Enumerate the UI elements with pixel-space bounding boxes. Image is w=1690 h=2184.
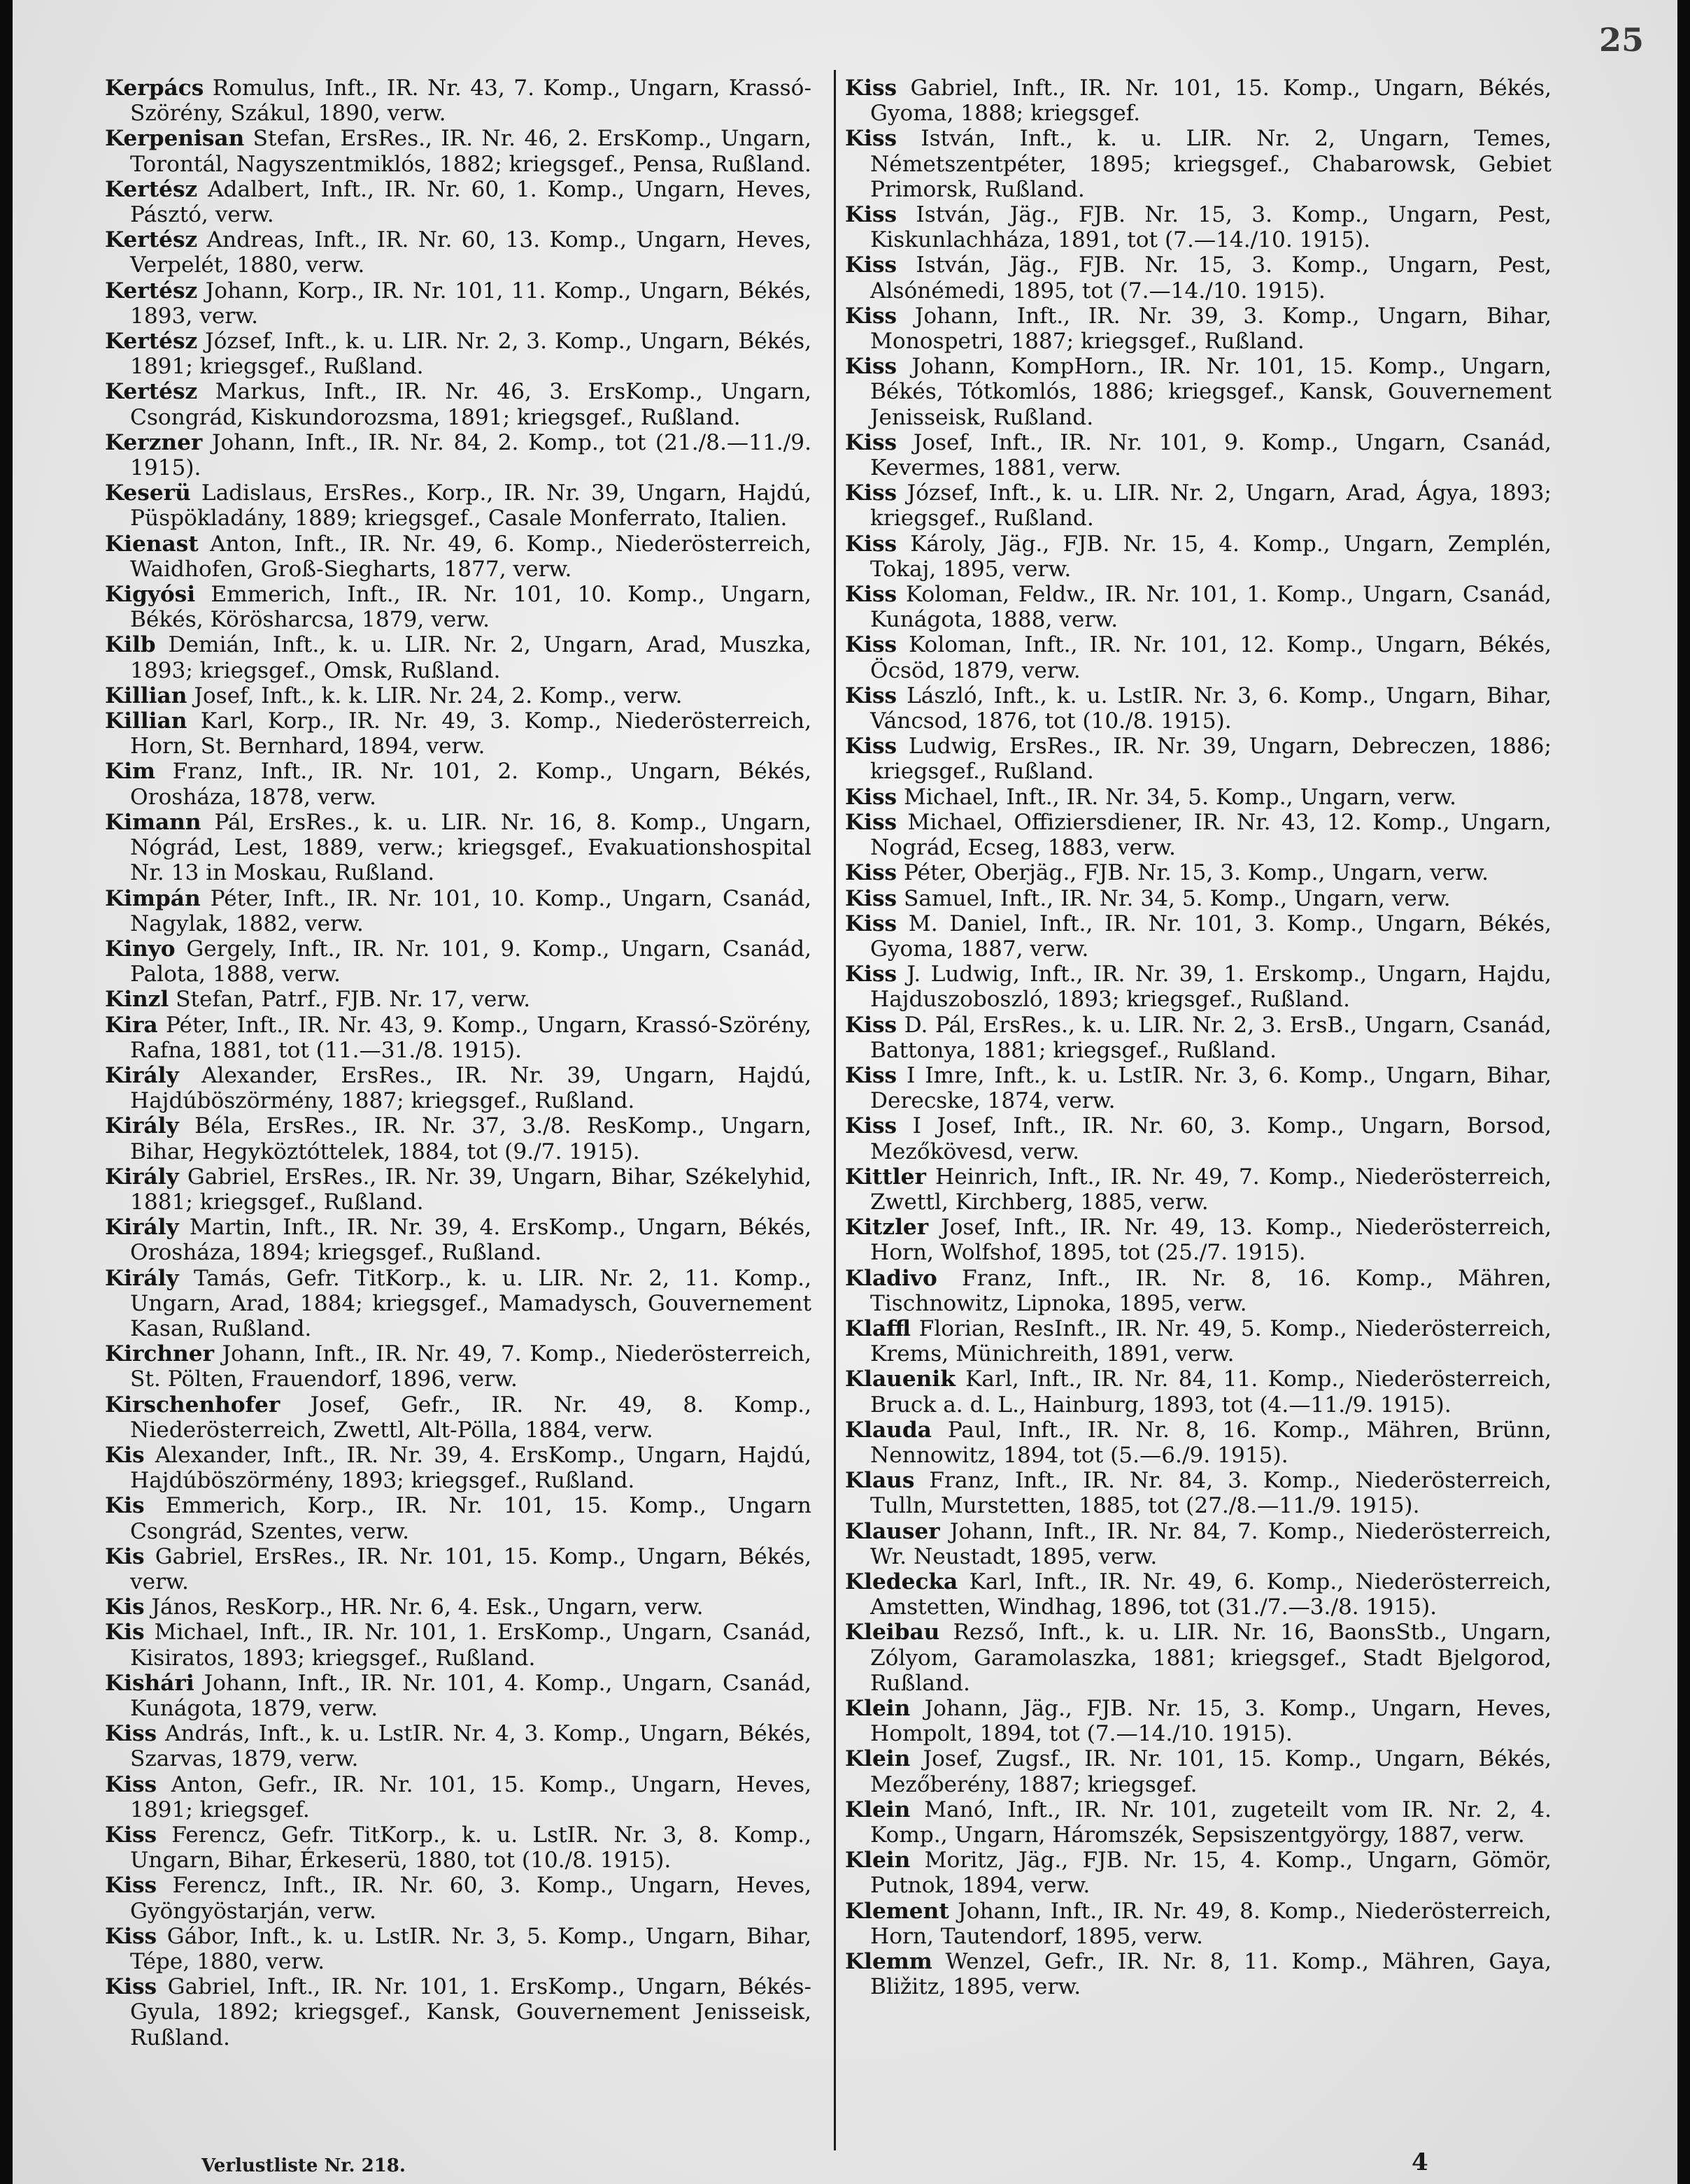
entry-details: Johann, Inft., IR. Nr. 49, 7. Komp., Niederösterreich, St. Pölten, Frauendorf, 1896, verw.: [130, 1341, 811, 1392]
entry-surname: Kiss: [845, 531, 897, 557]
list-entry: [845, 911, 1551, 962]
entry-details: Josef, Gefr., IR. Nr. 49, 8. Komp., Niederösterreich, Zwettl, Alt-Pölla, 1884, verw.: [130, 1392, 811, 1443]
list-entry: [105, 379, 811, 429]
entry-surname: Kiss: [845, 480, 897, 506]
entry-surname: Kilb: [105, 632, 156, 658]
entry-surname: Király: [105, 1113, 179, 1139]
list-entry: [845, 1366, 1551, 1417]
entry-surname: Kiss: [845, 354, 897, 380]
list-entry: [845, 1013, 1551, 1063]
list-entry: [845, 1746, 1551, 1797]
entry-surname: Kira: [105, 1012, 158, 1038]
list-entry: [105, 1772, 811, 1822]
entry-surname: Kiss: [845, 734, 897, 759]
entry-surname: Király: [105, 1164, 179, 1190]
list-entry: [845, 1266, 1551, 1316]
list-entry: [845, 76, 1551, 126]
entry-details: Ferencz, Inft., IR. Nr. 60, 3. Komp., Ungarn, Heves, Gyöngyöstarján, verw.: [130, 1873, 811, 1924]
list-entry: [845, 252, 1551, 303]
list-entry: [845, 810, 1551, 860]
list-entry: [105, 987, 811, 1012]
entry-details: Johann, KompHorn., IR. Nr. 101, 15. Komp., Ungarn, Békés, Tótkomlós, 1886; kriegsgef., Kansk, Gouvernement Jenisseisk, Rußland.: [870, 354, 1551, 430]
list-entry: [845, 354, 1551, 430]
entry-surname: Kimann: [105, 809, 201, 835]
list-entry: [845, 1696, 1551, 1746]
entry-details: Gábor, Inft., k. u. LstIR. Nr. 3, 5. Komp., Ungarn, Bihar, Tépe, 1880, verw.: [130, 1923, 811, 1975]
document-page: [13, 0, 1677, 2184]
entry-details: Johann, Korp., IR. Nr. 101, 11. Komp., Ungarn, Békés, 1893, verw.: [130, 278, 811, 329]
entry-surname: Kis: [105, 1620, 145, 1646]
list-entry: [845, 962, 1551, 1012]
entry-details: J. Ludwig, Inft., IR. Nr. 39, 1. Erskomp., Ungarn, Hajdu, Hajduszoboszló, 1893; kriegsgef., Rußland.: [870, 962, 1551, 1013]
entry-details: Karl, Inft., IR. Nr. 84, 11. Komp., Niederösterreich, Bruck a. d. L., Hainburg, 1893, tot (4.—11./9. 1915).: [870, 1366, 1551, 1418]
list-entry: [105, 227, 811, 278]
entry-details: Heinrich, Inft., IR. Nr. 49, 7. Komp., Niederösterreich, Zwettl, Kirchberg, 1885, verw.: [870, 1164, 1551, 1215]
list-entry: [845, 632, 1551, 683]
entry-details: József, Inft., k. u. LIR. Nr. 2, Ungarn, Arad, Ágya, 1893; kriegsgef., Rußland.: [870, 480, 1551, 531]
entry-surname: Kerpenisan: [105, 126, 245, 152]
entry-surname: Kiss: [845, 429, 897, 455]
list-entry: [845, 126, 1551, 202]
entry-surname: Kiss: [845, 683, 897, 708]
entry-details: Michael, Offiziersdiener, IR. Nr. 43, 12. Komp., Ungarn, Nográd, Ecseg, 1883, verw.: [870, 809, 1551, 861]
list-entry: [845, 1949, 1551, 1999]
entry-surname: Kertész: [105, 176, 198, 202]
entry-surname: Kiss: [845, 809, 897, 835]
entry-details: Rezső, Inft., k. u. LIR. Nr. 16, BaonsStb., Ungarn, Zólyom, Garamolaszka, 1881; kriegsgef., Stadt Bjelgorod, Rußland.: [870, 1620, 1552, 1696]
entry-surname: Kiss: [845, 126, 897, 152]
entry-surname: Klauser: [845, 1518, 940, 1544]
entry-details: Péter, Oberjäg., FJB. Nr. 15, 3. Komp., Ungarn, verw.: [904, 860, 1489, 886]
entry-surname: Kiss: [845, 784, 897, 810]
list-entry: [105, 1594, 811, 1620]
entry-details: Franz, Inft., IR. Nr. 84, 3. Komp., Niederösterreich, Tulln, Murstetten, 1885, tot (27./8.—11./9. 1915).: [870, 1468, 1551, 1519]
entry-surname: Kis: [105, 1493, 145, 1519]
list-entry: [105, 1620, 811, 1670]
entry-details: Gabriel, Inft., IR. Nr. 101, 1. ErsKomp., Ungarn, Békés-Gyula, 1892; kriegsgef., Kansk, Gouvernement Jenisseisk, Rußland.: [130, 1974, 811, 2050]
entry-surname: Kiss: [845, 632, 897, 658]
list-entry: [105, 1493, 811, 1543]
entry-surname: Killian: [105, 683, 187, 708]
entry-details: Demián, Inft., k. u. LIR. Nr. 2, Ungarn, Arad, Muszka, 1893; kriegsgef., Omsk, Rußland.: [130, 632, 811, 683]
entry-details: Samuel, Inft., IR. Nr. 34, 5. Komp., Ungarn, verw.: [904, 885, 1451, 911]
list-entry: [105, 1924, 811, 1974]
list-entry: [845, 1519, 1551, 1569]
list-entry: [105, 531, 811, 582]
entry-details: Johann, Inft., IR. Nr. 49, 8. Komp., Niederösterreich, Horn, Tautendorf, 1895, verw.: [870, 1898, 1552, 1949]
entry-details: Koloman, Feldw., IR. Nr. 101, 1. Komp., Ungarn, Csanád, Kunágota, 1888, verw.: [870, 582, 1551, 633]
entry-details: József, Inft., k. u. LIR. Nr. 2, 3. Komp., Ungarn, Békés, 1891; kriegsgef., Rußland.: [130, 329, 811, 380]
list-entry: [845, 1215, 1551, 1265]
entry-surname: Kertész: [105, 329, 198, 355]
list-entry: [845, 886, 1551, 911]
entry-details: Johann, Inft., IR. Nr. 39, 3. Komp., Ungarn, Bihar, Monospetri, 1887; kriegsgef., Rußland.: [870, 303, 1551, 355]
entry-surname: Kigyósi: [105, 582, 196, 608]
list-entry: [845, 683, 1551, 734]
entry-details: János, ResKorp., HR. Nr. 6, 4. Esk., Ungarn, verw.: [151, 1594, 704, 1620]
list-entry: [105, 1443, 811, 1493]
list-entry: [105, 480, 811, 531]
entry-surname: Kinzl: [105, 987, 169, 1013]
entry-details: Johann, Inft., IR. Nr. 84, 2. Komp., tot (21./8.—11./9. 1915).: [130, 429, 811, 481]
entry-details: Ludwig, ErsRes., IR. Nr. 39, Ungarn, Debreczen, 1886; kriegsgef., Rußland.: [870, 734, 1551, 785]
entry-surname: Király: [105, 1062, 179, 1088]
list-entry: [105, 632, 811, 683]
entry-surname: Kerpács: [105, 76, 204, 101]
list-entry: [845, 1899, 1551, 1949]
entry-surname: Killian: [105, 708, 187, 734]
entry-surname: Kinyo: [105, 936, 176, 962]
entry-surname: Kiss: [845, 1113, 897, 1139]
entry-details: Florian, ResInft., IR. Nr. 49, 5. Komp., Niederösterreich, Krems, Münichreith, 1891, verw.: [870, 1315, 1551, 1367]
entry-details: Michael, Inft., IR. Nr. 34, 5. Komp., Ungarn, verw.: [904, 784, 1457, 810]
list-entry: [845, 785, 1551, 810]
list-entry: [845, 1797, 1551, 1848]
entry-surname: Kiss: [105, 1923, 157, 1949]
list-entry: [105, 1341, 811, 1392]
list-entry: [845, 582, 1551, 632]
list-entry: [105, 1013, 811, 1063]
list-entry: [105, 1113, 811, 1164]
entry-surname: Kiss: [845, 202, 897, 228]
entry-surname: Kladivo: [845, 1265, 937, 1291]
entry-details: D. Pál, ErsRes., k. u. LIR. Nr. 2, 3. ErsB., Ungarn, Csanád, Battonya, 1881; kriegsgef., Rußland.: [870, 1012, 1551, 1063]
column-divider: [834, 70, 836, 2150]
entry-details: Emmerich, Inft., IR. Nr. 101, 10. Komp., Ungarn, Békés, Körösharcsa, 1879, verw.: [130, 582, 811, 633]
list-entry: [105, 1215, 811, 1265]
entry-surname: Kertész: [105, 227, 198, 253]
list-entry: [105, 278, 811, 329]
entry-surname: Klaffl: [845, 1315, 911, 1341]
entry-surname: Kiss: [845, 860, 897, 886]
list-entry: [845, 202, 1551, 252]
list-entry: [105, 76, 811, 126]
entry-surname: Kiss: [845, 303, 897, 329]
entry-details: Karl, Korp., IR. Nr. 49, 3. Komp., Niederösterreich, Horn, St. Bernhard, 1894, verw.: [130, 708, 811, 759]
entry-surname: Klaus: [845, 1468, 915, 1494]
footer-list-label: Verlustliste Nr. 218.: [201, 2155, 406, 2176]
entry-details: I Josef, Inft., IR. Nr. 60, 3. Komp., Ungarn, Borsod, Mezőkövesd, verw.: [870, 1113, 1551, 1164]
entry-surname: Kleibau: [845, 1620, 940, 1646]
entry-details: Paul, Inft., IR. Nr. 8, 16. Komp., Mähren, Brünn, Nennowitz, 1894, tot (5.—6./9. 1915).: [870, 1417, 1551, 1468]
list-entry: [845, 1113, 1551, 1164]
entry-details: Johann, Jäg., FJB. Nr. 15, 3. Komp., Ungarn, Heves, Hompolt, 1894, tot (7.—14./10. 1915).: [870, 1696, 1551, 1747]
list-entry: [105, 936, 811, 987]
entry-details: Moritz, Jäg., FJB. Nr. 15, 4. Komp., Ungarn, Gömör, Putnok, 1894, verw.: [870, 1848, 1551, 1899]
entry-surname: Kiss: [845, 1012, 897, 1038]
entry-details: Pál, ErsRes., k. u. LIR. Nr. 16, 8. Komp., Ungarn, Nógrád, Lest, 1889, verw.; kriegsgef., Evakuationshospital Nr. 13 in Moskau, Rußland.: [130, 809, 812, 886]
entry-details: Adalbert, Inft., IR. Nr. 60, 1. Komp., Ungarn, Heves, Pásztó, verw.: [130, 176, 811, 228]
entry-surname: Kiss: [845, 911, 897, 936]
entry-surname: Klement: [845, 1898, 949, 1924]
list-entry: [105, 177, 811, 227]
entry-details: Gabriel, ErsRes., IR. Nr. 101, 15. Komp., Ungarn, Békés, verw.: [130, 1543, 811, 1594]
entry-surname: Kis: [105, 1543, 145, 1569]
entry-details: Gabriel, Inft., IR. Nr. 101, 15. Komp., Ungarn, Békés, Gyoma, 1888; kriegsgef.: [870, 76, 1552, 127]
entry-details: Tamás, Gefr. TitKorp., k. u. LIR. Nr. 2, 11. Komp., Ungarn, Arad, 1884; kriegsgef., Mamadysch, Gouvernement Kasan, Rußland.: [130, 1265, 811, 1341]
entry-details: Franz, Inft., IR. Nr. 8, 16. Komp., Mähren, Tischnowitz, Lipnoka, 1895, verw.: [870, 1265, 1551, 1316]
footer-signature-mark: 4: [1412, 2148, 1428, 2176]
entry-details: András, Inft., k. u. LstIR. Nr. 4, 3. Komp., Ungarn, Békés, Szarvas, 1879, verw.: [130, 1721, 811, 1772]
list-entry: [105, 582, 811, 632]
entry-surname: Kiss: [105, 1771, 157, 1797]
list-entry: [105, 708, 811, 759]
entry-surname: Klemm: [845, 1949, 932, 1975]
entry-surname: Klauenik: [845, 1366, 956, 1392]
entry-surname: Kitzler: [845, 1215, 929, 1241]
list-entry: [845, 1418, 1551, 1468]
list-entry: [845, 860, 1551, 885]
entry-surname: Kienast: [105, 531, 199, 557]
entry-details: Alexander, Inft., IR. Nr. 39, 4. ErsKomp., Ungarn, Hajdú, Hajdúböszörmény, 1893; kriegsgef., Rußland.: [130, 1442, 812, 1494]
entry-surname: Klauda: [845, 1417, 932, 1443]
entry-surname: Kiss: [845, 76, 897, 101]
list-entry: [845, 1848, 1551, 1898]
list-entry: [105, 1974, 811, 2050]
entry-details: Andreas, Inft., IR. Nr. 60, 13. Komp., Ungarn, Heves, Verpelét, 1880, verw.: [130, 227, 811, 278]
list-entry: [105, 1822, 811, 1873]
entry-details: Martin, Inft., IR. Nr. 39, 4. ErsKomp., Ungarn, Békés, Orosháza, 1894; kriegsgef., Rußland.: [130, 1215, 811, 1266]
entry-surname: Kis: [105, 1442, 145, 1468]
entry-details: Johann, Inft., IR. Nr. 84, 7. Komp., Niederösterreich, Wr. Neustadt, 1895, verw.: [870, 1518, 1551, 1569]
entry-surname: Kiss: [105, 1822, 157, 1848]
entry-details: István, Inft., k. u. LIR. Nr. 2, Ungarn, Temes, Németszentpéter, 1895; kriegsgef., Chabarowsk, Gebiet Primorsk, Rußland.: [870, 126, 1551, 202]
list-entry: [105, 1873, 811, 1923]
entry-surname: Kittler: [845, 1164, 926, 1190]
entry-details: Ladislaus, ErsRes., Korp., IR. Nr. 39, Ungarn, Hajdú, Püspökladány, 1889; kriegsgef., Casale Monferrato, Italien.: [130, 480, 811, 531]
entry-details: Koloman, Inft., IR. Nr. 101, 12. Komp., Ungarn, Békés, Öcsöd, 1879, verw.: [870, 632, 1551, 683]
entry-surname: Király: [105, 1265, 179, 1291]
list-entry: [105, 329, 811, 379]
entry-surname: Kiss: [845, 1062, 897, 1088]
list-entry: [845, 1316, 1551, 1366]
list-entry: [105, 683, 811, 708]
list-entry: [845, 531, 1551, 582]
entry-details: István, Jäg., FJB. Nr. 15, 3. Komp., Ungarn, Pest, Alsónémedi, 1895, tot (7.—14./10. 1915).: [870, 252, 1551, 304]
entry-details: Ferencz, Gefr. TitKorp., k. u. LstIR. Nr. 3, 8. Komp., Ungarn, Bihar, Érkeserü, 1880, tot (10./8. 1915).: [130, 1822, 811, 1873]
list-entry: [845, 480, 1551, 531]
entry-details: Anton, Inft., IR. Nr. 49, 6. Komp., Niederösterreich, Waidhofen, Groß-Siegharts, 1877, verw.: [130, 531, 811, 582]
entry-surname: Kirchner: [105, 1341, 214, 1367]
entry-details: M. Daniel, Inft., IR. Nr. 101, 3. Komp., Ungarn, Békés, Gyoma, 1887, verw.: [870, 911, 1551, 962]
entry-details: Markus, Inft., IR. Nr. 46, 3. ErsKomp., Ungarn, Csongrád, Kiskundorozsma, 1891; kriegsgef., Rußland.: [130, 379, 811, 430]
list-entry: [105, 1721, 811, 1771]
list-entry: [845, 1569, 1551, 1620]
entry-details: Karl, Inft., IR. Nr. 49, 6. Komp., Niederösterreich, Amstetten, Windhag, 1896, tot (31./7.—3./8. 1915).: [870, 1569, 1551, 1620]
entry-surname: Kiss: [845, 252, 897, 278]
entry-details: Péter, Inft., IR. Nr. 101, 10. Komp., Ungarn, Csanád, Nagylak, 1882, verw.: [130, 885, 811, 936]
list-entry: [105, 1544, 811, 1594]
entry-details: Gergely, Inft., IR. Nr. 101, 9. Komp., Ungarn, Csanád, Palota, 1888, verw.: [130, 936, 811, 987]
list-entry: [845, 734, 1551, 784]
entry-details: Károly, Jäg., FJB. Nr. 15, 4. Komp., Ungarn, Zemplén, Tokaj, 1895, verw.: [870, 531, 1551, 582]
right-column: [845, 76, 1551, 1999]
entry-surname: Kiss: [845, 962, 897, 987]
entry-details: Béla, ErsRes., IR. Nr. 37, 3./8. ResKomp., Ungarn, Bihar, Hegyköztóttelek, 1884, tot (9./7. 1915).: [130, 1113, 811, 1164]
entry-details: Josef, Inft., k. k. LIR. Nr. 24, 2. Komp., verw.: [194, 683, 683, 708]
entry-details: Michael, Inft., IR. Nr. 101, 1. ErsKomp., Ungarn, Csanád, Kisiratos, 1893; kriegsgef., Rußland.: [130, 1620, 811, 1671]
entry-surname: Kiss: [105, 1873, 157, 1899]
entry-details: Josef, Zugsf., IR. Nr. 101, 15. Komp., Ungarn, Békés, Mezőberény, 1887; kriegsgef.: [870, 1746, 1551, 1797]
entry-surname: Kimpán: [105, 885, 201, 911]
list-entry: [105, 1392, 811, 1443]
list-entry: [105, 126, 811, 176]
entry-details: Stefan, ErsRes., IR. Nr. 46, 2. ErsKomp., Ungarn, Torontál, Nagyszentmiklós, 1882; kriegsgef., Pensa, Rußland.: [130, 126, 811, 177]
list-entry: [105, 1671, 811, 1721]
entry-surname: Kiss: [105, 1974, 157, 2000]
entry-surname: Kirschenhofer: [105, 1392, 281, 1418]
entry-surname: Kis: [105, 1594, 145, 1620]
entry-details: I Imre, Inft., k. u. LstIR. Nr. 3, 6. Komp., Ungarn, Bihar, Derecske, 1874, verw.: [870, 1062, 1551, 1114]
entry-surname: Kerzner: [105, 429, 203, 455]
list-entry: [105, 810, 811, 886]
entry-details: Stefan, Patrf., FJB. Nr. 17, verw.: [176, 987, 531, 1013]
entry-details: Josef, Inft., IR. Nr. 101, 9. Komp., Ungarn, Csanád, Kevermes, 1881, verw.: [870, 429, 1551, 481]
list-entry: [845, 430, 1551, 480]
entry-surname: Klein: [845, 1848, 911, 1873]
entry-surname: Kledecka: [845, 1569, 958, 1594]
entry-surname: Kim: [105, 759, 155, 785]
list-entry: [105, 1063, 811, 1113]
list-entry: [845, 304, 1551, 354]
list-entry: [845, 1063, 1551, 1113]
list-entry: [105, 886, 811, 936]
entry-surname: Király: [105, 1215, 179, 1241]
entry-details: Romulus, Inft., IR. Nr. 43, 7. Komp., Ungarn, Krassó-Szörény, Szákul, 1890, verw.: [130, 76, 811, 127]
entry-details: Emmerich, Korp., IR. Nr. 101, 15. Komp., Ungarn Csongrád, Szentes, verw.: [130, 1493, 811, 1544]
list-entry: [105, 430, 811, 480]
entry-surname: Klein: [845, 1797, 911, 1822]
entry-details: Péter, Inft., IR. Nr. 43, 9. Komp., Ungarn, Krassó-Szörény, Rafna, 1881, tot (11.—31./8. 1915).: [130, 1012, 811, 1063]
entry-details: Gabriel, ErsRes., IR. Nr. 39, Ungarn, Bihar, Székelyhid, 1881; kriegsgef., Rußland.: [130, 1164, 811, 1215]
list-entry: [845, 1620, 1551, 1696]
entry-surname: Kertész: [105, 379, 198, 405]
list-entry: [845, 1164, 1551, 1215]
entry-surname: Kertész: [105, 278, 198, 304]
entry-surname: Kishári: [105, 1670, 194, 1696]
entry-surname: Klein: [845, 1696, 911, 1721]
list-entry: [105, 1266, 811, 1342]
entry-surname: Kiss: [845, 885, 897, 911]
entry-details: Anton, Gefr., IR. Nr. 101, 15. Komp., Ungarn, Heves, 1891; kriegsgef.: [130, 1771, 811, 1822]
list-entry: [105, 1164, 811, 1215]
entry-surname: Klein: [845, 1746, 911, 1772]
entry-surname: Keserü: [105, 480, 191, 506]
entry-details: István, Jäg., FJB. Nr. 15, 3. Komp., Ungarn, Pest, Kiskunlachháza, 1891, tot (7.—14./10. 1915).: [870, 202, 1551, 253]
entry-details: Johann, Inft., IR. Nr. 101, 4. Komp., Ungarn, Csanád, Kunágota, 1879, verw.: [130, 1670, 812, 1721]
entry-details: Manó, Inft., IR. Nr. 101, zugeteilt vom IR. Nr. 2, 4. Komp., Ungarn, Háromszék, Sepsiszentgyörgy, 1887, verw.: [870, 1797, 1551, 1848]
page-number: 25: [1598, 21, 1644, 59]
entry-surname: Kiss: [105, 1721, 157, 1747]
list-entry: [105, 759, 811, 809]
entry-details: Franz, Inft., IR. Nr. 101, 2. Komp., Ungarn, Békés, Orosháza, 1878, verw.: [130, 759, 811, 810]
list-entry: [845, 1468, 1551, 1518]
entry-surname: Kiss: [845, 582, 897, 608]
entry-details: Josef, Inft., IR. Nr. 49, 13. Komp., Niederösterreich, Horn, Wolfshof, 1895, tot (25./7. 1915).: [870, 1215, 1551, 1266]
entry-details: Wenzel, Gefr., IR. Nr. 8, 11. Komp., Mähren, Gaya, Bližitz, 1895, verw.: [870, 1949, 1551, 2000]
entry-details: Alexander, ErsRes., IR. Nr. 39, Ungarn, Hajdú, Hajdúböszörmény, 1887; kriegsgef., Rußland.: [130, 1062, 811, 1114]
entry-details: László, Inft., k. u. LstIR. Nr. 3, 6. Komp., Ungarn, Bihar, Váncsod, 1876, tot (10./8. 1915).: [870, 683, 1551, 734]
left-column: [105, 76, 811, 2050]
